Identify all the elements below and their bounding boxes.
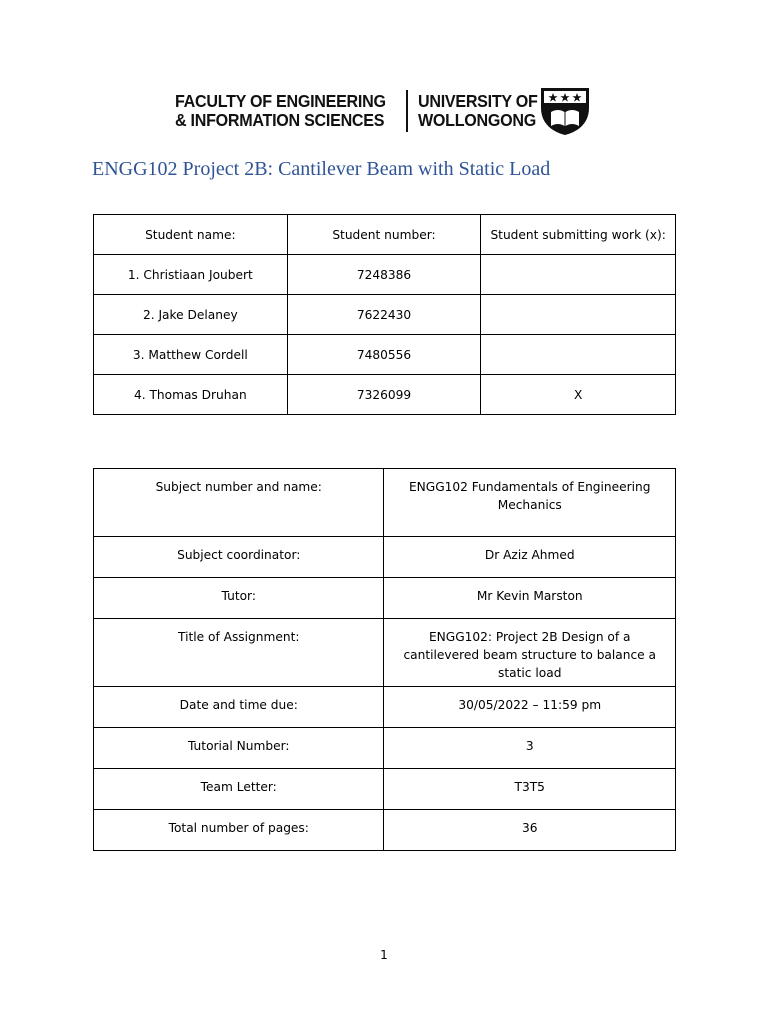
university-name: UNIVERSITY OF WOLLONGONG — [418, 91, 538, 130]
header-student-number: Student number: — [287, 215, 481, 255]
faculty-university-logo — [175, 86, 595, 136]
submitting-cell — [481, 335, 676, 375]
header-submitting-work: Student submitting work (x): — [481, 215, 676, 255]
table-row — [94, 335, 676, 375]
submitting-cell — [481, 295, 676, 335]
field-value: ENGG102 Fundamentals of Engineering Mechanics — [384, 469, 676, 537]
table-row — [94, 619, 676, 687]
field-label: Subject number and name: — [94, 469, 384, 537]
header-student-name: Student name: — [94, 215, 288, 255]
document-title: ENGG102 Project 2B: Cantilever Beam with Static Load — [92, 158, 551, 180]
submitting-cell — [481, 255, 676, 295]
table-row — [94, 728, 676, 769]
logo-divider — [406, 90, 408, 132]
table-row — [94, 537, 676, 578]
field-label: Subject coordinator: — [94, 537, 384, 578]
students-table — [93, 214, 676, 415]
field-label: Date and time due: — [94, 687, 384, 728]
field-value: 3 — [384, 728, 676, 769]
field-value: 36 — [384, 810, 676, 851]
student-name-cell: 2. Jake Delaney — [94, 295, 288, 335]
field-value: Dr Aziz Ahmed — [384, 537, 676, 578]
page-number: 1 — [380, 948, 388, 962]
student-number-cell: 7480556 — [287, 335, 481, 375]
field-label: Team Letter: — [94, 769, 384, 810]
field-label: Tutor: — [94, 578, 384, 619]
field-value: Mr Kevin Marston — [384, 578, 676, 619]
university-crest-icon — [537, 86, 593, 136]
field-label: Title of Assignment: — [94, 619, 384, 687]
table-row — [94, 295, 676, 335]
table-row — [94, 578, 676, 619]
table-row — [94, 255, 676, 295]
table-row — [94, 469, 676, 537]
student-number-cell: 7248386 — [287, 255, 481, 295]
table-row — [94, 810, 676, 851]
table-row — [94, 769, 676, 810]
student-name-cell: 1. Christiaan Joubert — [94, 255, 288, 295]
student-name-cell: 4. Thomas Druhan — [94, 375, 288, 415]
table-row — [94, 375, 676, 415]
table-row — [94, 687, 676, 728]
field-label: Tutorial Number: — [94, 728, 384, 769]
table-header-row — [94, 215, 676, 255]
subject-details-table — [93, 468, 676, 851]
field-value: 30/05/2022 – 11:59 pm — [384, 687, 676, 728]
field-value: T3T5 — [384, 769, 676, 810]
student-number-cell: 7622430 — [287, 295, 481, 335]
faculty-name: FACULTY OF ENGINEERING & INFORMATION SCIENCES — [175, 91, 386, 130]
submitting-cell: X — [481, 375, 676, 415]
student-name-cell: 3. Matthew Cordell — [94, 335, 288, 375]
field-value: ENGG102: Project 2B Design of a cantilevered beam structure to balance a static load — [384, 619, 676, 687]
student-number-cell: 7326099 — [287, 375, 481, 415]
field-label: Total number of pages: — [94, 810, 384, 851]
